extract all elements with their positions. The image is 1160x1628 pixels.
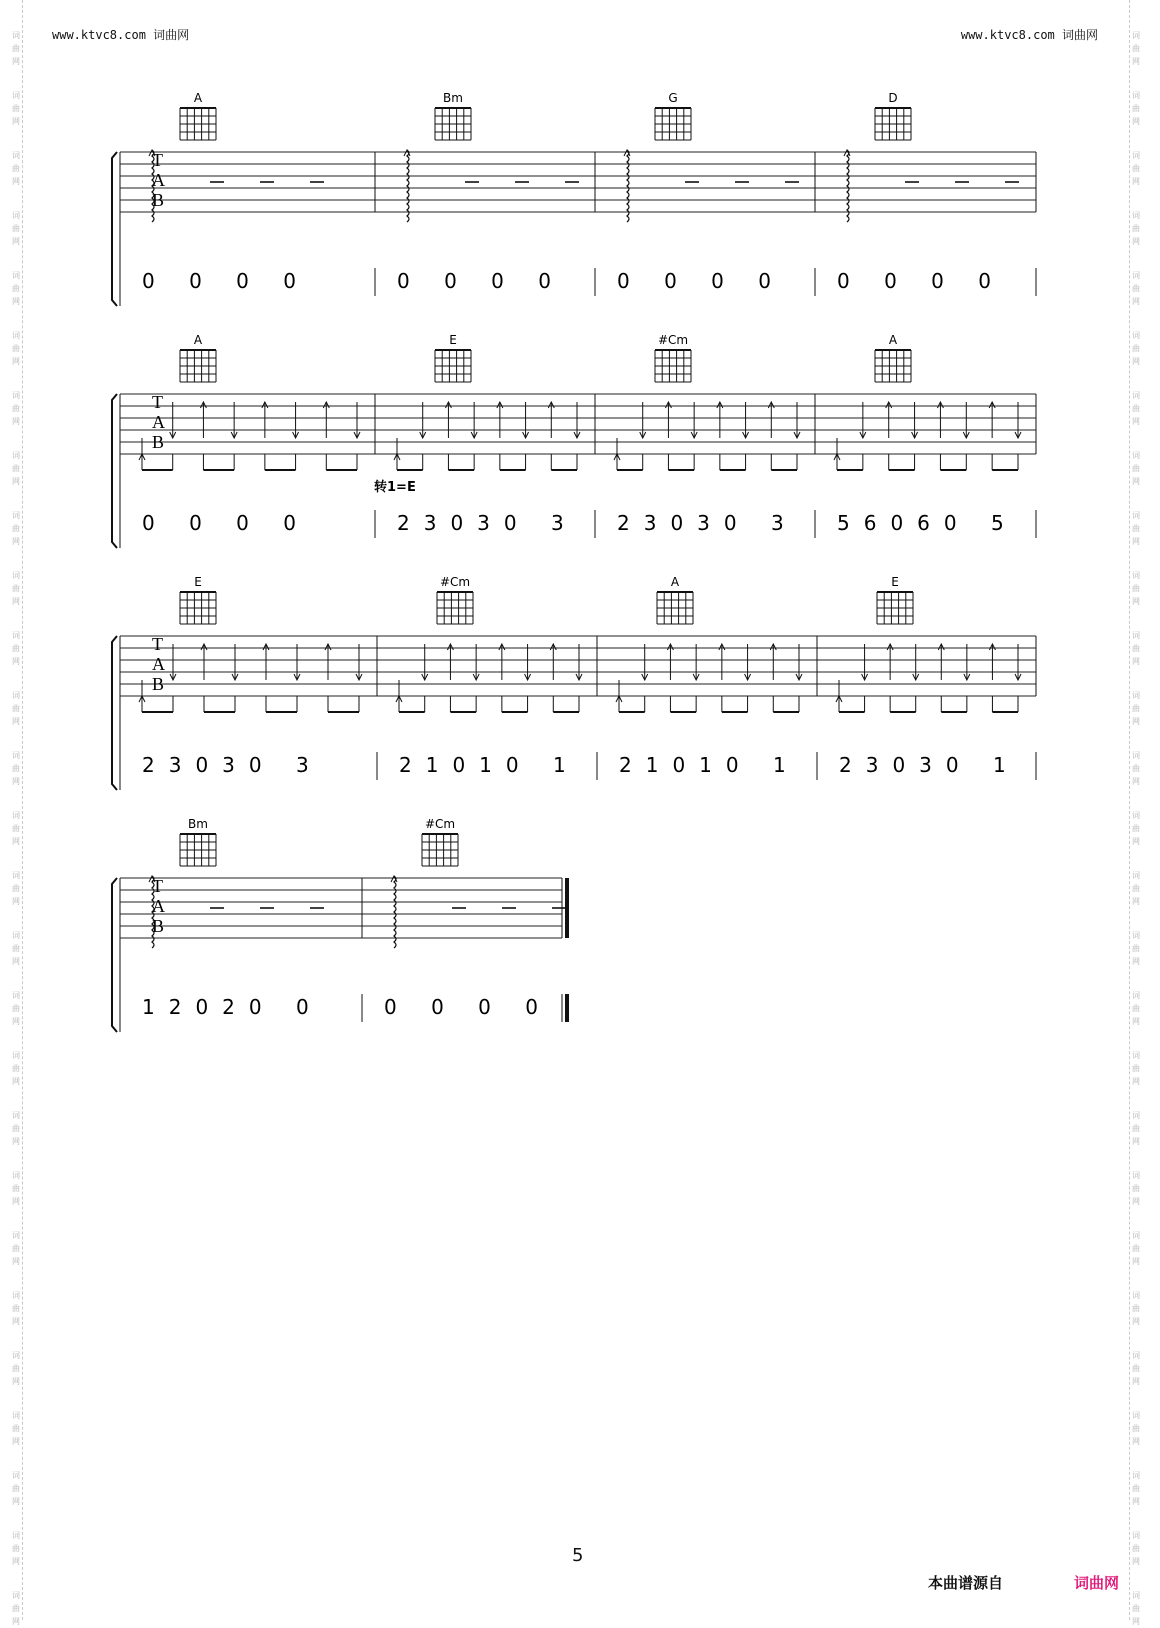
watermark-char: 词 — [1132, 931, 1140, 940]
source-label: 本曲谱源自 — [928, 1574, 1004, 1592]
watermark-char: 网 — [12, 57, 20, 66]
watermark-char: 词 — [12, 1411, 20, 1420]
rolled-chord-line — [627, 150, 629, 222]
watermark-char: 曲 — [1132, 224, 1140, 233]
watermark-char: 曲 — [12, 224, 20, 233]
watermark-char: 网 — [1132, 1137, 1140, 1146]
tab-letter: T — [152, 150, 163, 170]
watermark-char: 网 — [1132, 1617, 1140, 1626]
watermark-char: 曲 — [1132, 944, 1140, 953]
watermark-char: 曲 — [1132, 1304, 1140, 1313]
tab-letter: T — [152, 876, 163, 896]
chord-name: #Cm — [424, 817, 456, 831]
watermark-char: 曲 — [12, 644, 20, 653]
jianpu-numbers: 21010 1 — [399, 753, 580, 777]
watermark-char: 词 — [12, 1051, 20, 1060]
watermark-char: 曲 — [12, 884, 20, 893]
watermark-char: 词 — [1132, 571, 1140, 580]
watermark-char: 词 — [12, 1171, 20, 1180]
watermark-char: 网 — [1132, 1377, 1140, 1386]
watermark-char: 词 — [1132, 331, 1140, 340]
tab-letter: B — [152, 674, 165, 694]
tab-letter: B — [152, 432, 165, 452]
jianpu-numbers: 56060 5 — [837, 511, 1018, 535]
watermark-char: 曲 — [12, 1484, 20, 1493]
watermark-char: 网 — [12, 597, 20, 606]
watermark-char: 词 — [12, 811, 20, 820]
watermark-char: 词 — [1132, 691, 1140, 700]
watermark-char: 词 — [1132, 1051, 1140, 1060]
watermark-char: 曲 — [12, 764, 20, 773]
watermark-char: 网 — [1132, 1197, 1140, 1206]
watermark-char: 网 — [1132, 597, 1140, 606]
watermark-char: 网 — [1132, 957, 1140, 966]
watermark-char: 词 — [1132, 1291, 1140, 1300]
watermark-char: 词 — [1132, 91, 1140, 100]
watermark-char: 网 — [1132, 1437, 1140, 1446]
jianpu-numbers: 0 0 0 0 — [397, 269, 565, 293]
watermark-char: 网 — [12, 1017, 20, 1026]
watermark-char: 词 — [12, 1351, 20, 1360]
watermark-char: 词 — [12, 151, 20, 160]
watermark-char: 网 — [12, 957, 20, 966]
watermark-char: 词 — [1132, 1411, 1140, 1420]
watermark-char: 词 — [12, 1291, 20, 1300]
watermark-char: 曲 — [1132, 1124, 1140, 1133]
watermark-char: 词 — [1132, 631, 1140, 640]
watermark-char: 网 — [12, 1137, 20, 1146]
tab-letter: B — [152, 190, 165, 210]
final-bar-number — [565, 994, 569, 1022]
chord-name: G — [668, 91, 678, 105]
watermark-char: 词 — [12, 631, 20, 640]
watermark-char: 词 — [1132, 751, 1140, 760]
watermark-char: 词 — [1132, 1231, 1140, 1240]
watermark-char: 曲 — [1132, 884, 1140, 893]
watermark-char: 曲 — [12, 1304, 20, 1313]
watermark-char: 曲 — [1132, 524, 1140, 533]
watermark-char: 曲 — [12, 44, 20, 53]
watermark-char: 曲 — [12, 1364, 20, 1373]
page-number: 5 — [572, 1545, 584, 1566]
jianpu-numbers: 23030 1 — [839, 753, 1020, 777]
rolled-chord-line — [407, 150, 409, 222]
jianpu-numbers: 0 0 0 0 — [837, 269, 1005, 293]
watermark-char: 曲 — [12, 584, 20, 593]
watermark-char: 词 — [1132, 871, 1140, 880]
watermark-char: 词 — [1132, 1111, 1140, 1120]
watermark-char: 曲 — [12, 524, 20, 533]
system-bracket — [112, 152, 117, 306]
watermark-char: 曲 — [1132, 344, 1140, 353]
watermark-char: 词 — [12, 1471, 20, 1480]
watermark-char: 网 — [12, 1437, 20, 1446]
watermark-char: 曲 — [12, 824, 20, 833]
watermark-char: 词 — [1132, 1591, 1140, 1600]
watermark-char: 网 — [12, 1377, 20, 1386]
watermark-char: 曲 — [12, 1424, 20, 1433]
watermark-char: 网 — [1132, 417, 1140, 426]
chord-name: E — [449, 333, 457, 347]
watermark-char: 网 — [12, 1077, 20, 1086]
watermark-char: 曲 — [12, 284, 20, 293]
header-site-left[interactable]: www.ktvc8.com 词曲网 — [52, 28, 190, 42]
tab-letter: B — [152, 916, 165, 936]
watermark-char: 曲 — [1132, 1364, 1140, 1373]
watermark-char: 网 — [12, 1617, 20, 1626]
watermark-char: 词 — [1132, 811, 1140, 820]
watermark-char: 曲 — [12, 104, 20, 113]
watermark-char: 词 — [1132, 511, 1140, 520]
chord-name: Bm — [443, 91, 463, 105]
watermark-char: 曲 — [12, 164, 20, 173]
jianpu-numbers: 23030 3 — [617, 511, 798, 535]
chord-name: A — [193, 333, 203, 347]
watermark-char: 网 — [12, 417, 20, 426]
watermark-char: 词 — [12, 991, 20, 1000]
watermark-char: 网 — [1132, 837, 1140, 846]
watermark-char: 曲 — [1132, 1604, 1140, 1613]
watermark-char: 网 — [1132, 537, 1140, 546]
watermark-char: 网 — [12, 1317, 20, 1326]
watermark-char: 网 — [1132, 1317, 1140, 1326]
jianpu-numbers: 0 0 0 0 — [142, 269, 310, 293]
watermark-char: 曲 — [12, 464, 20, 473]
watermark-char: 网 — [1132, 177, 1140, 186]
watermark-char: 词 — [12, 331, 20, 340]
watermark-char: 曲 — [12, 1184, 20, 1193]
watermark-char: 网 — [12, 477, 20, 486]
chord-name: Bm — [188, 817, 208, 831]
watermark-char: 词 — [12, 91, 20, 100]
watermark-char: 网 — [1132, 717, 1140, 726]
watermark-char: 网 — [1132, 897, 1140, 906]
watermark-char: 词 — [1132, 1351, 1140, 1360]
watermark-char: 词 — [12, 271, 20, 280]
header-site-right[interactable]: www.ktvc8.com 词曲网 — [960, 28, 1098, 42]
watermark-char: 网 — [12, 117, 20, 126]
watermark-char: 曲 — [1132, 404, 1140, 413]
watermark-char: 曲 — [12, 1124, 20, 1133]
watermark-char: 曲 — [1132, 704, 1140, 713]
watermark-char: 网 — [1132, 237, 1140, 246]
watermark-char: 曲 — [1132, 1244, 1140, 1253]
watermark-char: 网 — [12, 297, 20, 306]
watermark-char: 曲 — [12, 1004, 20, 1013]
watermark-char: 词 — [12, 871, 20, 880]
watermark-char: 网 — [12, 1557, 20, 1566]
watermark-char: 词 — [1132, 31, 1140, 40]
watermark-char: 曲 — [12, 704, 20, 713]
watermark-char: 网 — [1132, 777, 1140, 786]
watermark-char: 词 — [1132, 991, 1140, 1000]
watermark-char: 网 — [1132, 1017, 1140, 1026]
watermark-char: 词 — [1132, 271, 1140, 280]
watermark-char: 词 — [12, 931, 20, 940]
watermark-char: 词 — [12, 31, 20, 40]
watermark-char: 词 — [12, 751, 20, 760]
chord-name: #Cm — [439, 575, 471, 589]
watermark-char: 曲 — [1132, 764, 1140, 773]
chord-name: E — [194, 575, 202, 589]
watermark-char: 曲 — [1132, 164, 1140, 173]
watermark-char: 网 — [12, 237, 20, 246]
watermark-char: 曲 — [1132, 104, 1140, 113]
jianpu-numbers: 23030 3 — [142, 753, 323, 777]
tab-letter: A — [152, 412, 165, 432]
jianpu-numbers: 23030 3 — [397, 511, 578, 535]
jianpu-numbers: 21010 1 — [619, 753, 800, 777]
chord-name: #Cm — [657, 333, 689, 347]
jianpu-numbers: 0 0 0 0 — [384, 995, 552, 1019]
watermark-char: 词 — [12, 571, 20, 580]
watermark-char: 词 — [12, 1591, 20, 1600]
watermark-char: 网 — [1132, 1257, 1140, 1266]
watermark-char: 网 — [12, 537, 20, 546]
watermark-char: 网 — [1132, 477, 1140, 486]
chord-name: A — [670, 575, 680, 589]
watermark-char: 网 — [12, 657, 20, 666]
chord-name: D — [888, 91, 898, 105]
watermark-char: 曲 — [12, 1064, 20, 1073]
watermark-char: 曲 — [1132, 1484, 1140, 1493]
watermark-char: 网 — [1132, 1497, 1140, 1506]
watermark-char: 曲 — [1132, 1064, 1140, 1073]
watermark-char: 曲 — [12, 1604, 20, 1613]
chord-name: E — [891, 575, 899, 589]
system-bracket — [112, 878, 117, 1032]
chord-name: A — [193, 91, 203, 105]
watermark-char: 曲 — [1132, 1544, 1140, 1553]
watermark-char: 词 — [1132, 1471, 1140, 1480]
site-brand-link[interactable]: 词曲网 — [1074, 1574, 1120, 1592]
watermark-char: 网 — [1132, 1557, 1140, 1566]
watermark-char: 曲 — [12, 404, 20, 413]
watermark-char: 曲 — [1132, 1004, 1140, 1013]
rolled-chord-line — [847, 150, 849, 222]
watermark-char: 网 — [12, 837, 20, 846]
watermark-char: 词 — [12, 691, 20, 700]
watermark-char: 词 — [12, 1231, 20, 1240]
watermark-char: 词 — [12, 211, 20, 220]
tab-letter: A — [152, 896, 165, 916]
system-bracket — [112, 394, 117, 548]
watermark-char: 词 — [1132, 1171, 1140, 1180]
watermark-char: 词 — [12, 451, 20, 460]
watermark-char: 词 — [12, 511, 20, 520]
watermark-char: 网 — [12, 717, 20, 726]
watermark-char: 曲 — [12, 344, 20, 353]
watermark-char: 曲 — [1132, 1424, 1140, 1433]
watermark-char: 网 — [12, 177, 20, 186]
watermark-char: 网 — [1132, 117, 1140, 126]
chord-name: A — [888, 333, 898, 347]
tab-letter: T — [152, 634, 163, 654]
watermark-char: 曲 — [12, 944, 20, 953]
watermark-char: 曲 — [12, 1544, 20, 1553]
tab-letter: T — [152, 392, 163, 412]
watermark-char: 曲 — [12, 1244, 20, 1253]
key-change-label: 转1=E — [374, 480, 416, 495]
watermark-char: 网 — [12, 777, 20, 786]
watermark-char: 网 — [12, 1257, 20, 1266]
watermark-char: 网 — [1132, 357, 1140, 366]
tab-letter: A — [152, 170, 165, 190]
watermark-char: 词 — [1132, 151, 1140, 160]
watermark-char: 词 — [12, 1531, 20, 1540]
watermark-char: 网 — [12, 357, 20, 366]
watermark-char: 曲 — [1132, 44, 1140, 53]
watermark-char: 网 — [1132, 657, 1140, 666]
watermark-char: 曲 — [1132, 644, 1140, 653]
rolled-chord-line — [394, 876, 396, 948]
watermark-char: 网 — [12, 897, 20, 906]
watermark-char: 曲 — [1132, 464, 1140, 473]
tab-letter: A — [152, 654, 165, 674]
watermark-char: 词 — [1132, 211, 1140, 220]
watermark-char: 网 — [12, 1197, 20, 1206]
watermark-char: 曲 — [1132, 824, 1140, 833]
watermark-char: 曲 — [1132, 584, 1140, 593]
jianpu-numbers: 12020 0 — [142, 995, 323, 1019]
watermark-char: 词 — [1132, 391, 1140, 400]
watermark-char: 网 — [1132, 297, 1140, 306]
watermark-char: 词 — [12, 1111, 20, 1120]
watermark-char: 曲 — [1132, 284, 1140, 293]
watermark-char: 曲 — [1132, 1184, 1140, 1193]
watermark-char: 词 — [1132, 451, 1140, 460]
jianpu-numbers: 0 0 0 0 — [142, 511, 310, 535]
watermark-char: 词 — [12, 391, 20, 400]
watermark-char: 词 — [1132, 1531, 1140, 1540]
watermark-char: 网 — [1132, 1077, 1140, 1086]
jianpu-numbers: 0 0 0 0 — [617, 269, 785, 293]
watermark-char: 网 — [1132, 57, 1140, 66]
system-bracket — [112, 636, 117, 790]
watermark-char: 网 — [12, 1497, 20, 1506]
